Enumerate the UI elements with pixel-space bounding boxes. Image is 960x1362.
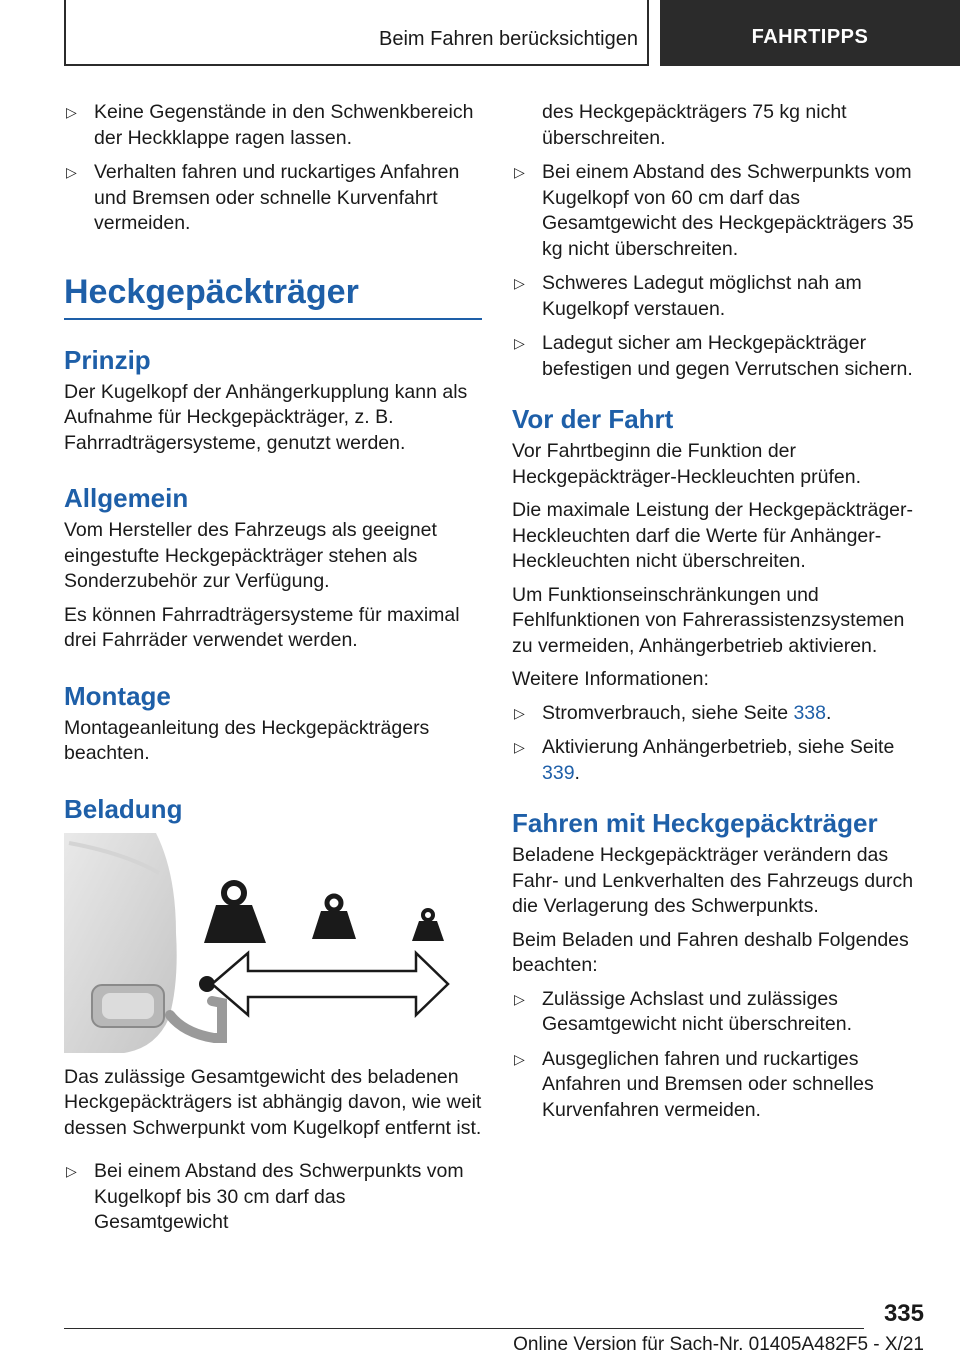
triangle-right-icon: ▷ <box>514 1050 525 1067</box>
list-item-text: Keine Gegenstände in den Schwenkbereich der Heckklappe ragen lassen. <box>94 101 474 149</box>
page-link-339[interactable]: 339 <box>542 761 575 784</box>
list-item <box>64 160 482 237</box>
weight-small-icon <box>412 910 444 941</box>
triangle-right-icon: ▷ <box>514 990 525 1007</box>
list-item-text: Aktivierung Anhängerbetrieb, siehe Seite <box>542 736 895 758</box>
weight-medium-icon <box>312 896 356 939</box>
paragraph: Es können Fahrradträgersysteme für maximal drei Fahrräder verwendet werden. <box>64 603 460 651</box>
list-item-text: Verhalten fahren und ruckartiges Anfahren und Bremsen oder schnelle Kurvenfahrt vermeiden. <box>94 161 460 234</box>
distance-arrow-icon <box>212 953 448 1015</box>
header-section-title: Beim Fahren berücksichtigen <box>378 28 638 50</box>
header-rule-divider <box>647 0 649 66</box>
triangle-right-icon: ▷ <box>514 704 525 721</box>
paragraph: Weitere Informationen: <box>512 668 709 690</box>
heading-allgemein: Allgemein <box>64 483 189 513</box>
triangle-right-icon: ▷ <box>514 275 525 291</box>
paragraph: Vom Hersteller des Fahrzeugs als geeignet eingestufte Heckgepäckträger stehen als Sonderzubehör zur Verfügung. <box>64 519 437 592</box>
list-item <box>512 331 930 382</box>
list-item-text: Bei einem Abstand des Schwerpunkts vom Kugelkopf von 60 cm darf das Gesamtgewicht des Heckgepäckträgers 35 kg nicht überschreiten. <box>542 161 914 260</box>
list-item-text: Stromverbrauch, siehe Seite <box>542 701 794 724</box>
list-item <box>512 987 930 1038</box>
paragraph: Vor Fahrtbeginn die Funktion der Heckgepäckträger-Heckleuchten prüfen. <box>512 440 862 488</box>
triangle-right-icon: ▷ <box>514 739 525 755</box>
weight-large-icon <box>204 883 266 943</box>
load-illustration <box>64 833 482 1053</box>
triangle-right-icon: ▷ <box>514 164 525 180</box>
triangle-right-icon: ▷ <box>66 164 77 180</box>
list-item <box>512 1047 930 1124</box>
list-item: ▷ Stromverbrauch, siehe Seite 338. <box>512 701 930 727</box>
right-column <box>512 100 930 1132</box>
list-item-text: des Heckgepäckträgers 75 kg nicht überschreiten. <box>542 101 847 149</box>
list-item <box>64 1159 482 1236</box>
paragraph: Der Kugelkopf der Anhängerkupplung kann als Aufnahme für Heckgepäckträger, z. B. Fahrradträgersysteme, genutzt werden. <box>64 380 468 454</box>
list-item <box>64 100 482 151</box>
paragraph: Beim Beladen und Fahren deshalb Folgendes beachten: <box>512 928 909 976</box>
list-item: ▷ Aktivierung Anhängerbetrieb, siehe Seite 339. <box>514 736 895 784</box>
figure-caption: Das zulässige Gesamtgewicht des beladenen Heckgepäckträgers ist abhängig davon, wie weit dessen Schwerpunkt vom Kugelkopf entfernt ist. <box>64 1065 482 1139</box>
footer-note: Online Version für Sach-Nr. 01405A482F5 - X/21 <box>513 1334 924 1355</box>
heading-vor-der-fahrt: Vor der Fahrt <box>512 404 674 434</box>
page-link-338[interactable]: 338 <box>793 701 826 724</box>
paragraph: Montageanleitung des Heckgepäckträgers beachten. <box>64 716 430 764</box>
heading-fahren-mit: Fahren mit Heckgepäckträger <box>512 808 878 838</box>
list-item-text: Bei einem Abstand des Schwerpunkts vom Kugelkopf bis 30 cm darf das Gesamtgewicht <box>94 1160 464 1233</box>
heading-beladung: Beladung <box>64 793 183 824</box>
triangle-right-icon: ▷ <box>514 335 525 351</box>
list-item <box>512 160 930 262</box>
list-item-text: Schweres Ladegut möglichst nah am Kugelkopf verstauen. <box>542 272 862 320</box>
left-column <box>64 100 482 1245</box>
list-item-text: Ausgeglichen fahren und ruckartiges Anfahren und Bremsen oder schnelles Kurvenfahren vermeiden. <box>542 1047 874 1121</box>
header-chapter-label: FAHRTIPPS <box>751 25 869 48</box>
footer-rule <box>64 1328 864 1329</box>
triangle-right-icon: ▷ <box>66 1163 77 1179</box>
triangle-right-icon: ▷ <box>66 104 77 120</box>
header-rule-bottom <box>64 64 648 66</box>
page-number: 335 <box>883 1300 924 1327</box>
heading-montage: Montage <box>64 680 171 711</box>
paragraph: Beladene Heckgepäckträger verändern das Fahr- und Lenkverhalten des Fahrzeugs durch die Verlagerung des Schwerpunkts. <box>512 844 914 917</box>
list-item-text: Zulässige Achslast und zulässiges Gesamtgewicht nicht überschreiten. <box>542 987 852 1035</box>
heading-prinzip: Prinzip <box>64 344 151 375</box>
list-item-text: Ladegut sicher am Heckgepäckträger befestigen und gegen Verrutschen sichern. <box>542 332 913 380</box>
page-title: Heckgepäckträger <box>64 246 482 320</box>
list-item-continued <box>512 100 930 151</box>
tow-hitch-shape <box>170 1001 222 1038</box>
paragraph: Die maximale Leistung der Heckgepäckträger-Heckleuchten darf die Werte für Anhänger-Heckleuchten nicht überschreiten. <box>512 499 914 572</box>
load-distribution-figure <box>64 833 482 1053</box>
paragraph: Um Funktionseinschränkungen und Fehlfunktionen von Fahrerassistenzsystemen zu vermeiden, Anhängerbetrieb aktivieren. <box>512 583 905 657</box>
header-chapter-tab <box>660 0 960 66</box>
list-item <box>512 271 930 322</box>
